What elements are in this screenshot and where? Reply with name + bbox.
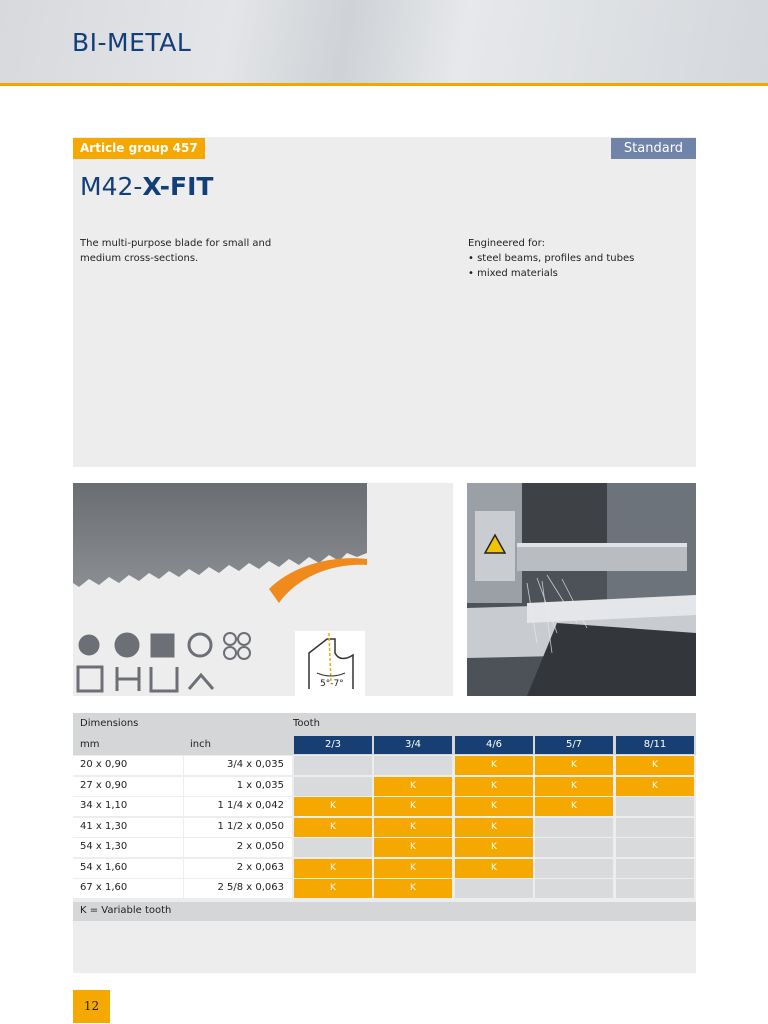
tooth-cell: K [535,777,613,796]
solid-square-icon [151,634,174,657]
table-legend [73,902,696,921]
inch-value: 2 x 0,050 [236,841,284,852]
table-row [73,756,696,775]
engineered-item: • mixed materials [468,268,558,279]
tooth-cell: K [616,756,694,775]
inch-value: 1 1/4 x 0,042 [217,800,284,811]
orange-edge [269,558,367,603]
tooth-cell: K [455,777,533,796]
blade-graphic [73,483,453,696]
product-title-prefix: M42- [80,172,143,201]
mm-cell [73,838,183,857]
page-number: 12 [73,990,110,1023]
tooth-cell [616,818,694,837]
mm-cell [73,859,183,878]
solid-round-icon [79,635,99,655]
tooth-cell: K [455,859,533,878]
tooth-column-header: 3/4 [374,736,452,754]
product-title-bold: X-FIT [142,172,214,201]
table-row [73,859,696,878]
mm-value: 27 x 0,90 [80,779,128,791]
tooth-column-header: 5/7 [535,736,613,754]
legend-text: K = Variable tooth [80,905,172,916]
tooth-cell [616,797,694,816]
angle-icon [189,675,213,689]
article-group-badge: Article group 457 [73,138,205,159]
tooth-column-header: 2/3 [294,736,372,754]
inch-header: inch [190,739,211,750]
large-round-icon [115,633,139,657]
tooth-cell: K [455,818,533,837]
tooth-cell [616,879,694,898]
channel-icon [151,667,177,691]
tooth-cell [374,756,452,775]
profile-icons [78,633,250,691]
inch-value: 1 x 0,035 [236,779,284,791]
mm-cell [73,879,183,898]
tooth-cell [535,879,613,898]
mm-value: 67 x 1,60 [80,882,128,893]
tooth-cell: K [374,879,452,898]
mm-cell [73,797,183,816]
table-row [73,777,696,796]
tooth-cell [294,777,372,796]
table-row [73,818,696,837]
table-row [73,838,696,857]
inch-cell [184,818,292,837]
mm-value: 54 x 1,30 [80,841,128,852]
category-badge: Standard [611,138,696,159]
tube-icon [189,634,211,656]
inch-value: 2 5/8 x 0,063 [217,882,284,893]
saw-blade [73,483,367,587]
section-title: BI-METAL [72,28,192,57]
tooth-cell [294,756,372,775]
tooth-cell: K [455,797,533,816]
tooth-cell [535,838,613,857]
tooth-cell [535,859,613,878]
engineered-for [468,236,688,281]
mm-value: 34 x 1,10 [80,800,128,811]
tooth-cell: K [455,756,533,775]
tooth-cell: K [374,777,452,796]
tooth-cell: K [535,797,613,816]
tooth-cell: K [455,838,533,857]
mm-value: 41 x 1,30 [80,820,128,832]
machine-graphic [467,483,696,696]
inch-value: 3/4 x 0,035 [227,759,284,770]
mm-cell [73,777,183,796]
product-description: The multi-purpose blade for small and medium cross-sections. [80,238,272,264]
tooth-cell [455,879,533,898]
tooth-cell: K [374,797,452,816]
inch-value: 1 1/2 x 0,050 [217,820,284,832]
mm-cell [73,818,183,837]
tooth-cell [616,838,694,857]
mm-value: 20 x 0,90 [80,759,128,770]
tooth-cell [535,818,613,837]
tooth-cell: K [616,777,694,796]
inch-cell [184,797,292,816]
tooth-header: Tooth [293,718,320,729]
tooth-cell: K [294,879,372,898]
bundle-icon [224,633,250,659]
tooth-cell: K [294,797,372,816]
mm-header: mm [80,739,100,750]
inch-cell [184,879,292,898]
mm-value: 54 x 1,60 [80,861,128,873]
tooth-cell [294,838,372,857]
square-tube-icon [78,667,102,691]
blade-illustration-panel [73,483,453,696]
table-row [73,879,696,898]
tooth-column-header: 4/6 [455,736,533,754]
engineered-item: • steel beams, profiles and tubes [468,253,635,264]
dimensions-header: Dimensions [80,718,139,729]
engineered-heading: Engineered for: [468,238,545,249]
table-row [73,797,696,816]
tooth-cell: K [374,818,452,837]
tooth-cell: K [294,818,372,837]
page-header [0,0,768,86]
tooth-angle-label: 5°-7° [320,679,344,689]
tooth-column-header: 8/11 [616,736,694,754]
product-title [80,172,213,201]
saw-machine-photo [467,483,696,696]
inch-cell [184,859,292,878]
tooth-cell: K [294,859,372,878]
h-beam-icon [117,667,139,691]
mm-cell [73,756,183,775]
inch-cell [184,777,292,796]
inch-cell [184,838,292,857]
tooth-cell: K [535,756,613,775]
tooth-cell: K [374,859,452,878]
inch-cell [184,756,292,775]
tooth-cell: K [374,838,452,857]
tooth-cell [616,859,694,878]
inch-value: 2 x 0,063 [236,861,284,873]
